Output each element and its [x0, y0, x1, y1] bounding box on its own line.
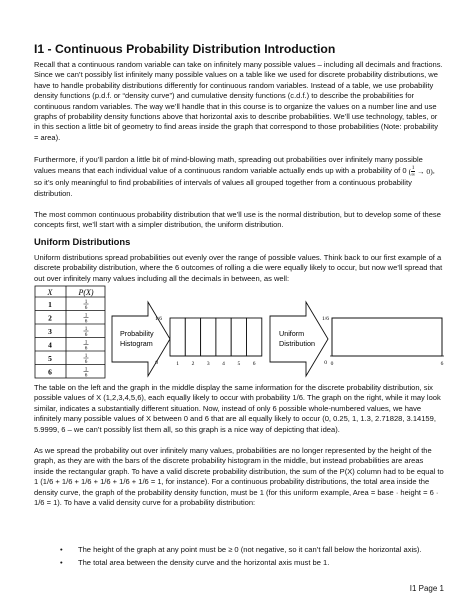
- table-cell-x: 2: [48, 313, 52, 323]
- uniform-y-label-zero: 0: [324, 360, 327, 366]
- arrow-label-line2: Histogram: [120, 339, 153, 348]
- table-cell-p-numerator: 1: [84, 339, 88, 346]
- area-paragraph: As we spread the probability out over infinitely many values, probabilities are no longer represented by the height of the graph, as they are with the bars of the discrete probability histogram in the middle, but instead probabilities are areas inside the rectangular graph. To have a valid discrete probability distribution, the sum of the P(X) column had to be equal to 1 (1/6 + 1/6 + 1/6 + 1/6 + 1/6 + 1/6 = 1, for instance). For a continuous probability distributions, the total area inside the density curve, the graph of the probability density function, must be 1 (for this uniform example, Area = base · height = 6 · 1/6 = 1). To have a valid density curve for a probability distribution:: [34, 446, 444, 508]
- arrow-label-line2: Distribution: [279, 339, 315, 348]
- page-footer: I1 Page 1: [409, 584, 444, 593]
- histogram-x-label: 1: [176, 361, 180, 367]
- table-cell-x: 3: [48, 326, 52, 336]
- zero-probability-text-end: , so it’s only meaningful to find probabilities of intervals of values all grouped together from a continuous probability distribution.: [34, 166, 435, 198]
- probability-table: [35, 286, 105, 378]
- intro-paragraph: Recall that a continuous random variable can take on infinitely many possible values – including all decimals and fractions. Since we can’t possibly list infinitely many possible values on a table like we used for discrete probability distributions, we have to handle probability distributions differently for continuous random variables. Instead of a table, we use probability density functions (p.d.f. or “density curve”) and cumulative density functions (c.d.f.) to describe the probabilities for continuous random variables. The way we’ll handle that in this course is to organize the values on a number line and use graphs of probability density functions above that horizontal axis to describe probabilities. We’ll use technology, tables, or in this section a little bit of geometry to find areas inside the graph that correspond to those probabilities (Note: probability = area).: [34, 60, 443, 142]
- histogram-y-label-top: 1/6: [154, 316, 162, 322]
- table-cell-x: 4: [48, 340, 52, 350]
- histogram-bar: [170, 318, 185, 356]
- histogram-bar: [185, 318, 200, 356]
- table-cell-x: 1: [48, 299, 52, 309]
- table-cell-p-denominator: 6: [84, 345, 88, 352]
- normal-distribution-paragraph: The most common continuous probability distribution that we’ll use is the normal distribution, but to develop some of these concepts first, we’ll start with a simpler distribution, the uniform distribution.: [34, 210, 441, 230]
- comparison-paragraph: The table on the left and the graph in the middle display the same information for the discrete probability distribution, six possible values of X (1,2,3,4,5,6), each equally likely to occur with probability 1/6. The graph on the right, while it may look similar, indicates a substantially different situation. Now, instead of only 6 possible whole-numbered values, we have infinitely many possible values of X between 0 and 6 that are all equally likely to occur (0, 0.25, 1, 1.3, 2.71828, 3.14159, 5.9999, 6 – we can’t possibly list them all, so this graph is a nice way of depicting that idea).: [34, 383, 441, 434]
- uniform-density-graph: [322, 316, 444, 367]
- bullet-item-height: The height of the graph at any point must be ≥ 0 (not negative, so it can’t fall below the horizontal axis).: [78, 545, 422, 554]
- uniform-x-label-start: 0: [330, 361, 334, 367]
- histogram-x-label: 2: [191, 361, 195, 367]
- table-cell-p-denominator: 6: [84, 318, 88, 325]
- bullet-marker-2: •: [60, 558, 63, 567]
- zero-probability-paragraph: [34, 155, 444, 199]
- uniform-intro-paragraph: Uniform distributions spread probabilities out evenly over the range of possible values. Think back to our first example of a discrete probability distribution, where the 6 outcomes of rolling a die were equally likely to occur, but now we’ll spread that out over infinitely many values including all the decimals in between, as well:: [34, 253, 443, 283]
- bullet-item-area: The total area between the density curve and the horizontal axis must be 1.: [78, 558, 330, 567]
- section-heading: Uniform Distributions: [34, 236, 131, 247]
- bullet-marker-1: •: [60, 545, 63, 554]
- distribution-figure: [30, 284, 450, 382]
- zero-probability-text: Furthermore, if you’ll pardon a little bit of mind-blowing math, spreading out probabilities over infinitely many possible values means that each individual value of a continuous random variable actually ends up with a probability of 0: [34, 155, 423, 176]
- uniform-x-label-end: 6: [440, 361, 444, 367]
- table-cell-p-denominator: 6: [84, 372, 88, 379]
- histogram-bar: [201, 318, 216, 356]
- histogram-bar: [216, 318, 231, 356]
- uniform-y-label-top: 1/6: [321, 316, 329, 322]
- uniform-density-rectangle: [332, 318, 442, 356]
- histogram-x-label: 4: [222, 361, 225, 367]
- table-cell-p-numerator: 1: [84, 353, 88, 360]
- histogram-y-label-zero: 0: [155, 360, 158, 366]
- probability-histogram: [155, 316, 262, 367]
- histogram-x-label: 6: [252, 361, 256, 367]
- table-cell-p-denominator: 6: [84, 359, 88, 365]
- table-cell-p-numerator: 1: [84, 326, 88, 333]
- one-over-infinity-expression: ( $\frac{1}{\infty}$ → 0): [408, 165, 433, 179]
- histogram-x-label: 3: [206, 361, 210, 367]
- table-cell-x: 6: [48, 367, 52, 377]
- table-cell-p-numerator: 1: [84, 366, 88, 373]
- histogram-x-label: 5: [237, 361, 241, 367]
- table-header-x: X: [47, 288, 53, 297]
- arrow-label-line1: Uniform: [279, 329, 305, 338]
- table-cell-p-numerator: 1: [84, 312, 88, 319]
- table-cell-p-denominator: 6: [84, 305, 88, 311]
- arrow-label-line1: Probability: [120, 329, 154, 338]
- table-cell-x: 5: [48, 353, 52, 363]
- table-cell-p-denominator: 6: [84, 332, 88, 338]
- histogram-bar: [247, 318, 262, 356]
- page-title: I1 - Continuous Probability Distribution Introduction: [34, 42, 336, 56]
- histogram-bar: [231, 318, 246, 356]
- histogram-arrow: [112, 302, 170, 376]
- table-header-px: P(X): [78, 288, 94, 297]
- table-cell-p-numerator: 1: [84, 299, 88, 306]
- uniform-arrow: [270, 302, 328, 376]
